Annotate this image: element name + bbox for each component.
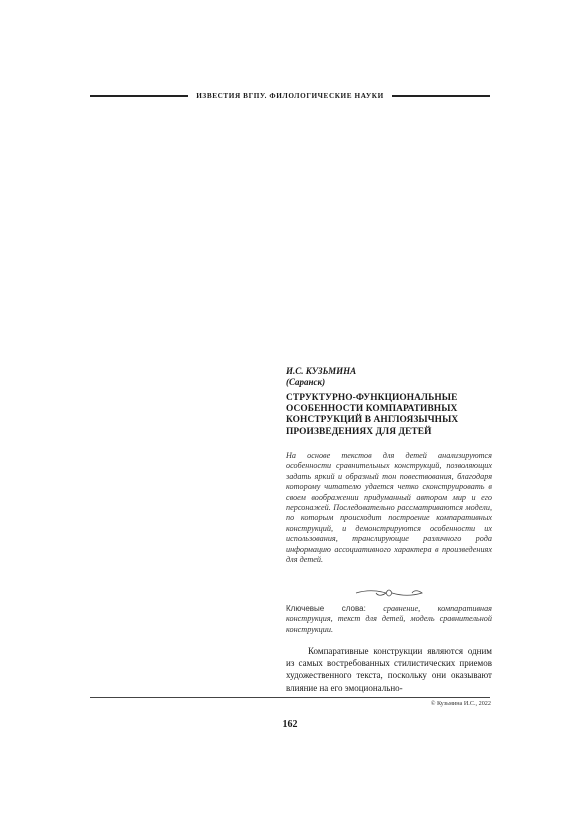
- author-city: (Саранск): [286, 377, 326, 387]
- author-block: [286, 366, 492, 388]
- title-line: СТРУКТУРНО-ФУНКЦИОНАЛЬНЫЕ: [286, 393, 458, 403]
- page-number: 162: [282, 719, 298, 730]
- running-header: [90, 89, 490, 103]
- title-line: КОНСТРУКЦИЙ В АНГЛОЯЗЫЧНЫХ: [286, 415, 459, 426]
- title-line: ПРОИЗВЕДЕНИЯХ ДЛЯ ДЕТЕЙ: [286, 426, 432, 437]
- ornament-divider-icon: [352, 587, 426, 599]
- copyright: © Кузьмина И.С., 2022: [430, 700, 491, 707]
- author-name: И.С. КУЗЬМИНА: [286, 366, 357, 376]
- footer-rule: [90, 697, 490, 698]
- article-title: [286, 393, 492, 438]
- header-rule-right: [392, 95, 490, 96]
- keywords-text: сравнение, компаративная конструкция, текст для детей, модель сравнительной конструкции.: [286, 604, 492, 634]
- body-paragraph: Компаративные конструкции являются одним из самых востребованных стилистических приемов художественного текста, поскольку они оказывают влияние на его эмоционально-: [286, 646, 492, 693]
- abstract: На основе текстов для детей анализируются особенности сравнительных конструкций, позволяющих задать яркий и образный тон повествования, благодаря которому читателю удается четко сконструировать в своем воображении придуманный автором мир и его персонажей. Последовательно рассматриваются модели, по которым происходит построение компаративных конструкций, и демонстрируются особенности их использования, транслирующие различного рода информацию ассоциативного характера в произведениях для детей.: [286, 451, 492, 565]
- header-rule-left: [90, 95, 188, 96]
- keywords-label: Ключевые слова:: [286, 604, 366, 613]
- journal-title: ИЗВЕСТИЯ ВГПУ. ФИЛОЛОГИЧЕСКИЕ НАУКИ: [196, 92, 384, 100]
- keywords: [286, 604, 492, 635]
- title-line: ОСОБЕННОСТИ КОМПАРАТИВНЫХ: [286, 404, 458, 415]
